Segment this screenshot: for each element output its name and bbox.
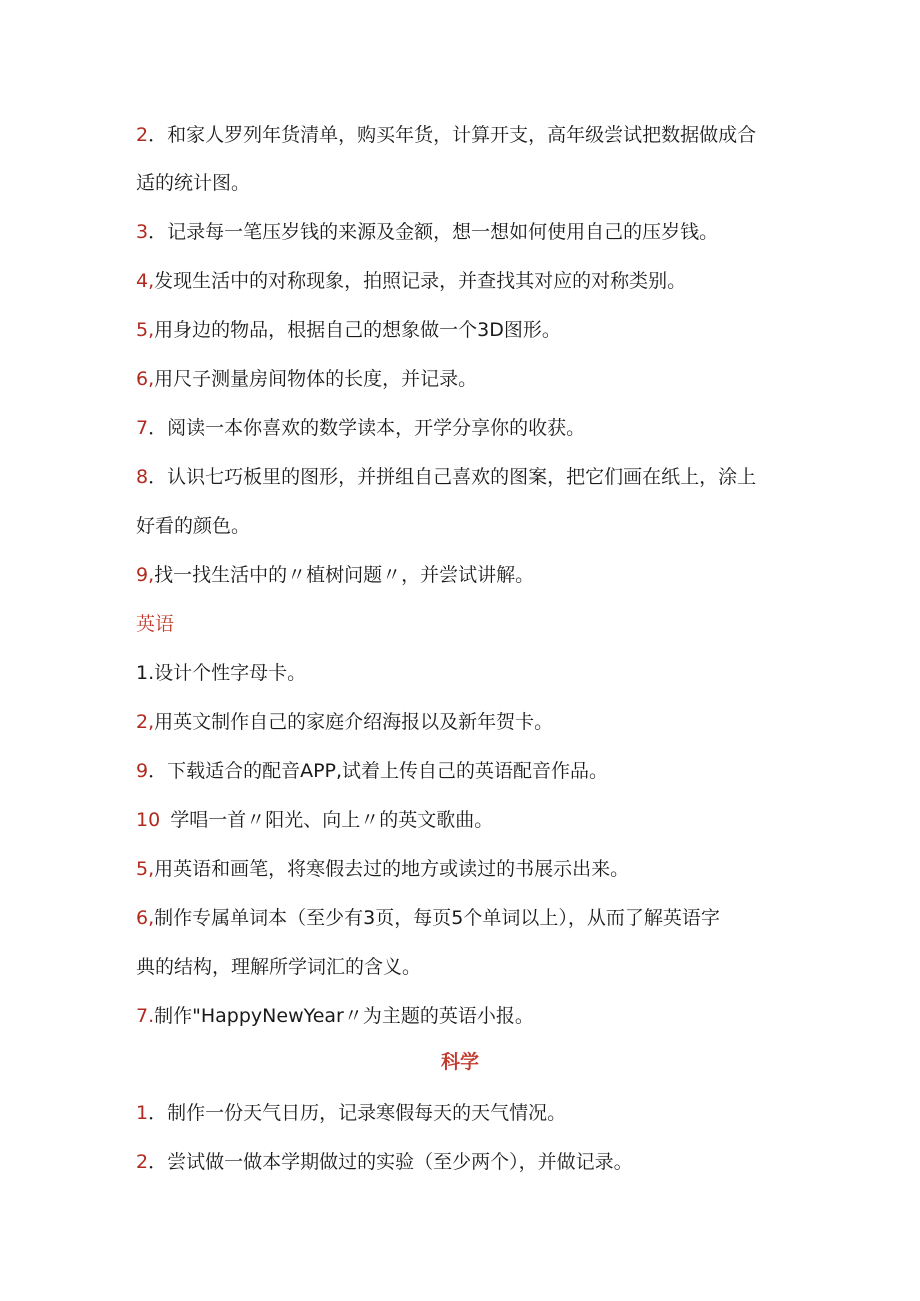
item-number: 1 xyxy=(136,1102,149,1124)
list-item xyxy=(136,1101,796,1125)
item-number: 5, xyxy=(136,319,155,341)
item-number: 9, xyxy=(136,564,155,586)
item-text: 用英语和画笔，将寒假去过的地方或读过的书展示出来。 xyxy=(154,858,630,880)
list-item-continuation xyxy=(136,514,796,538)
list-item xyxy=(136,269,796,293)
list-item xyxy=(136,857,796,881)
item-text: ．阅读一本你喜欢的数学读本，开学分享你的收获。 xyxy=(148,417,586,439)
item-text: ．认识七巧板里的图形，并拼组自己喜欢的图案，把它们画在纸上，涂上 xyxy=(148,466,757,488)
list-item xyxy=(136,1004,796,1028)
item-number: 10 xyxy=(136,809,161,831)
item-number: 7 xyxy=(136,417,149,439)
list-item xyxy=(136,220,796,244)
item-number: 5, xyxy=(136,858,155,880)
item-number: 7. xyxy=(136,1005,155,1027)
item-number: 4, xyxy=(136,270,155,292)
item-text: 设计个性字母卡。 xyxy=(154,662,307,684)
item-text: 制作"HappyNewYear〃为主题的英语小报。 xyxy=(154,1005,534,1027)
item-text: ．和家人罗列年货清单，购买年货，计算开支，高年级尝试把数据做成合 xyxy=(148,124,757,146)
list-item xyxy=(136,906,796,930)
list-item xyxy=(136,1150,796,1174)
section-heading-english: 英语 xyxy=(136,613,175,635)
item-number: 6, xyxy=(136,907,155,929)
item-text: 学唱一首〃阳光、向上〃的英文歌曲。 xyxy=(170,809,494,831)
item-number: 9 xyxy=(136,760,149,782)
item-number: 2 xyxy=(136,1151,149,1173)
section-heading-science: 科学 xyxy=(440,1051,479,1073)
list-item xyxy=(136,465,796,489)
list-item xyxy=(136,563,796,587)
list-item-continuation xyxy=(136,955,796,979)
item-text: 典的结构，理解所学词汇的含义。 xyxy=(136,956,422,978)
item-text: 好看的颜色。 xyxy=(136,515,251,537)
item-text: 制作专属单词本（至少有3页，每页5个单词以上），从而了解英语字 xyxy=(154,907,720,929)
item-number: 3 xyxy=(136,221,149,243)
item-text: ．记录每一笔压岁钱的来源及金额，想一想如何使用自己的压岁钱。 xyxy=(148,221,719,243)
list-item xyxy=(136,759,796,783)
list-item xyxy=(136,661,796,685)
list-item xyxy=(136,710,796,734)
list-item xyxy=(136,318,796,342)
item-number: 2, xyxy=(136,711,155,733)
item-text: ．下载适合的配音APP,试着上传自己的英语配音作品。 xyxy=(148,760,609,782)
item-number: 1. xyxy=(136,662,155,684)
item-number: 6, xyxy=(136,368,155,390)
list-item xyxy=(136,416,796,440)
item-text: ．尝试做一做本学期做过的实验（至少两个），并做记录。 xyxy=(148,1151,633,1173)
item-text: 用英文制作自己的家庭介绍海报以及新年贺卡。 xyxy=(154,711,554,733)
list-item xyxy=(136,367,796,391)
item-text: 发现生活中的对称现象，拍照记录，并查找其对应的对称类别。 xyxy=(154,270,687,292)
item-text: 找一找生活中的〃植树问题〃，并尝试讲解。 xyxy=(154,564,535,586)
list-item xyxy=(136,808,796,832)
item-text: 适的统计图。 xyxy=(136,172,251,194)
list-item xyxy=(136,123,796,147)
item-number: 2 xyxy=(136,124,149,146)
list-item-continuation xyxy=(136,171,796,195)
item-text: ．制作一份天气日历，记录寒假每天的天气情况。 xyxy=(148,1102,567,1124)
item-number: 8 xyxy=(136,466,149,488)
item-text: 用身边的物品，根据自己的想象做一个3D图形。 xyxy=(154,319,561,341)
item-text: 用尺子测量房间物体的长度，并记录。 xyxy=(154,368,478,390)
